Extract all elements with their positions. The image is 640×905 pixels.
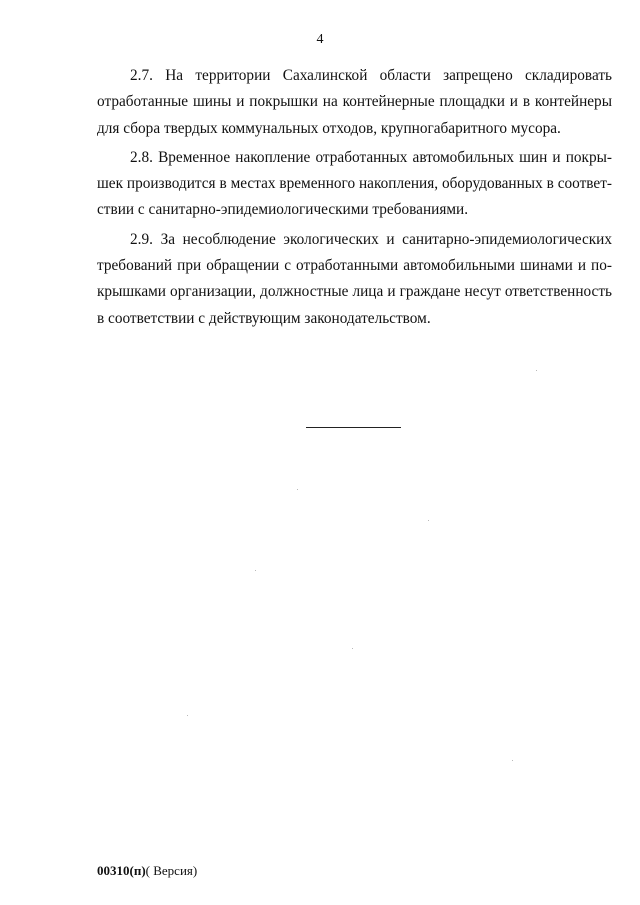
- paragraph-number: 2.7.: [130, 67, 153, 84]
- paragraph-number: 2.9.: [130, 230, 153, 248]
- scan-speck: [536, 370, 537, 371]
- scan-speck: [187, 715, 188, 716]
- paragraph-2-7: [97, 63, 612, 142]
- paragraph-text: За несоблюдение экологических и санитарно-эпидемиологических требований при обращении с отработанными автомобильными шинами и покрышками организации, должностные лица и граждане несут ответственность в соответствии с действующим законодательством.: [97, 230, 613, 327]
- scan-speck: [512, 760, 513, 761]
- page-number: 4: [316, 32, 324, 47]
- paragraph-text: На территории Сахалинской области запрещено складировать отработанные шины и покрышки на контейнерные площадки и в контейнеры для сбора твердых коммунальных отходов, крупногабаритного мусора.: [97, 67, 612, 137]
- paragraph-text: Временное накопление отработанных автомобильных шин и покрышек производится в местах временного накопления, оборудованных в соответствии с санитарно-эпидемиологическими требованиями.: [97, 148, 612, 219]
- document-body: [97, 63, 612, 335]
- scan-speck: [255, 570, 256, 571]
- paragraph-2-9: [97, 227, 612, 332]
- document-footer: [97, 862, 197, 880]
- scan-speck: [297, 489, 298, 490]
- footer-document-code: 00310(п): [97, 863, 146, 878]
- end-of-text-separator: [306, 427, 401, 428]
- scan-speck: [428, 520, 429, 521]
- footer-version: ( Версия): [145, 863, 198, 878]
- paragraph-number: 2.8.: [130, 148, 153, 166]
- scan-speck: [352, 648, 353, 649]
- paragraph-2-8: [97, 145, 612, 224]
